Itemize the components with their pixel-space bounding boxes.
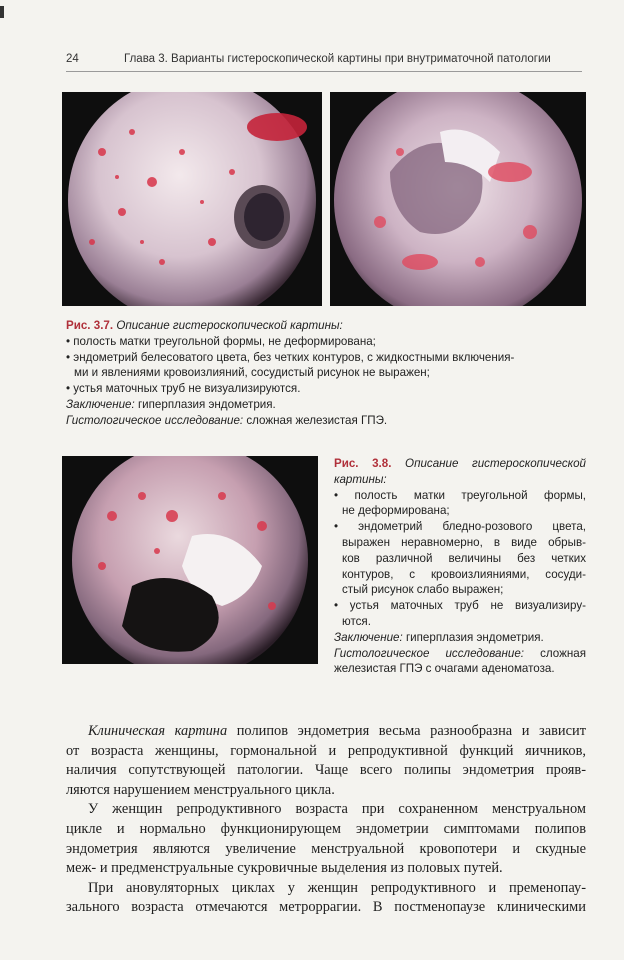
hysteroscopy-image-3-8 <box>62 456 318 664</box>
figure-3-7-title: Описание гистероскопической картины: <box>116 319 343 332</box>
histology-label: Гистологическое исследование: <box>66 413 244 427</box>
page-number: 24 <box>66 53 79 65</box>
running-header <box>66 53 582 72</box>
paragraph-line: наличия сопутствующей патологии. Чаще всего полипы эндометрия прояв- <box>66 762 586 779</box>
caption-line: • полость матки треугольной формы, <box>334 488 586 502</box>
paragraph-line: меж- и предменструальные сукровичные выделения из половых путей. <box>66 860 503 877</box>
paragraph-line: ляются нарушением менструального цикла. <box>66 781 335 798</box>
paragraph-line: У женщин репродуктивного возраста при сохраненном менструальном <box>88 801 586 818</box>
paragraph-line: эндометрия являются увеличение менструальной кровопотери и скудные <box>66 840 586 857</box>
caption-line: ются. <box>342 614 371 628</box>
conclusion-label: Заключение: <box>66 397 135 411</box>
caption-line: выражен неравномерно, в виде обрыв- <box>342 535 586 549</box>
hysteroscopy-image-3-7-right <box>330 92 586 306</box>
caption-line: стый рисунок слабо выражен; <box>342 583 504 597</box>
conclusion-text: гиперплазия эндометрия. <box>405 630 544 644</box>
histology-text-continued: железистая ГПЭ с очагами аденоматоза. <box>334 662 555 676</box>
caption-line: не деформирована; <box>342 504 450 518</box>
caption-line: • устья маточных труб не визуализиру- <box>334 599 586 613</box>
caption-line: ми и явлениями кровоизлияний, сосудистый рисунок не выражен; <box>74 366 430 380</box>
caption-line: • эндометрий бледно-розового цвета, <box>334 520 586 534</box>
conclusion-label: Заключение: <box>334 630 403 644</box>
caption-line: • эндометрий белесоватого цвета, без четких контуров, с жидкостными включения- <box>66 350 515 364</box>
paragraph-line: зального возраста отмечаются метроррагии. В постменопаузе клиническими <box>66 899 586 916</box>
caption-line: ков различной величины без четких <box>342 551 586 565</box>
histology-text: сложная железистая ГПЭ. <box>246 413 388 427</box>
conclusion-text: гиперплазия эндометрия. <box>137 397 276 411</box>
caption-line: • устья маточных труб не визуализируются. <box>66 382 301 396</box>
paragraph-line: При ановуляторных циклах у женщин репродуктивного и пременопау- <box>88 879 586 896</box>
running-title: Глава 3. Варианты гистероскопической картины при внутриматочной патологии <box>124 53 551 65</box>
histology-label: Гистологическое исследование: <box>334 646 524 660</box>
body-text <box>66 722 586 918</box>
figure-3-8-title-continued: картины: <box>334 472 387 486</box>
histology-text: сложная <box>540 646 586 660</box>
emphasis-term: Клиническая картина <box>88 723 228 739</box>
figure-3-7-label: Рис. 3.7. <box>66 319 114 332</box>
caption-line: контуров, с кровоизлияниями, сосуди- <box>342 567 586 581</box>
figure-3-8-label: Рис. 3.8. <box>334 457 392 470</box>
page-edge-mark <box>0 6 4 18</box>
paragraph-line: Клиническая картина полипов эндометрия весьма разнообразна и зависит <box>88 723 586 739</box>
hysteroscopy-image-3-7-left <box>62 92 322 306</box>
figure-3-8-title: Описание гистероскопической <box>405 457 586 470</box>
paragraph-line: от возраста женщины, гормональной и репродуктивной функций яичников, <box>66 742 586 759</box>
figure-3-8-caption <box>334 456 586 677</box>
caption-line: • полость матки треугольной формы, не деформирована; <box>66 334 376 348</box>
paragraph-line: цикле и нормально функционирующем эндометрии симптомами полипов <box>66 820 586 837</box>
figure-3-7-caption <box>66 318 586 429</box>
